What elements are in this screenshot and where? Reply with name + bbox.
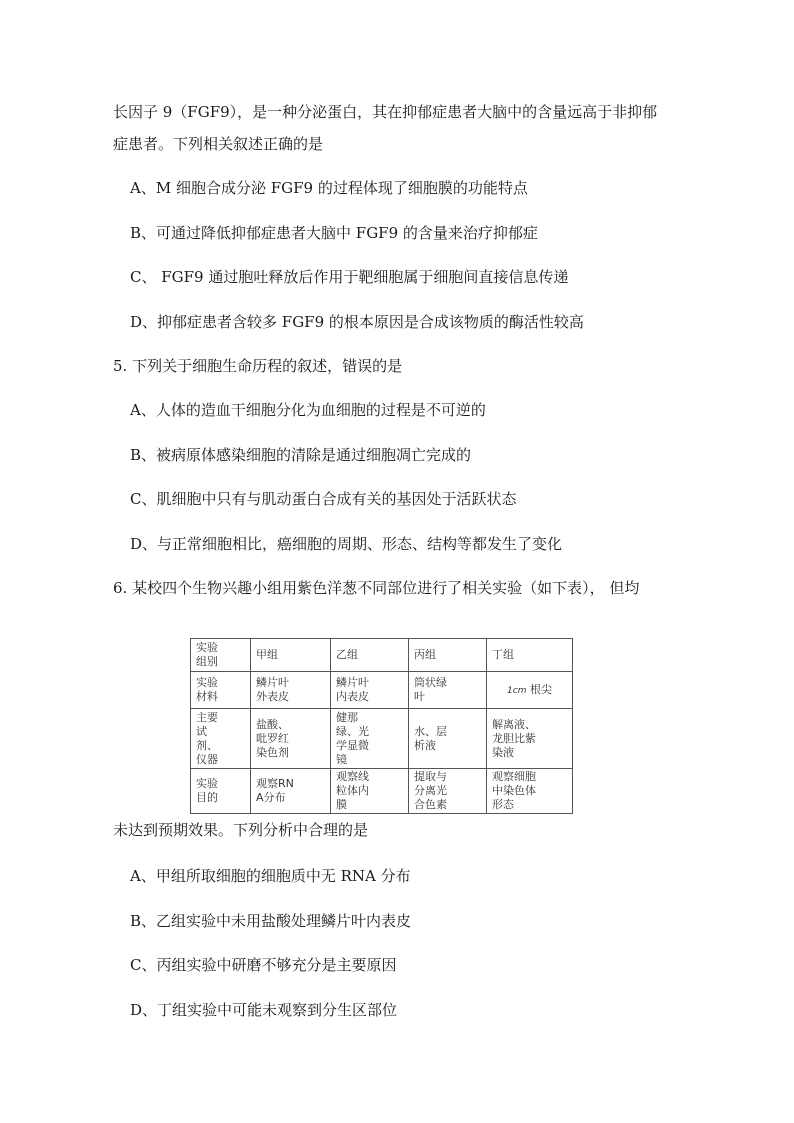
table-row <box>191 639 573 672</box>
table-cell: 实验 组别 <box>191 639 251 672</box>
table-cell: 乙组 <box>331 639 409 672</box>
table-cell: 盐酸、 吡罗红 染色剂 <box>251 709 331 769</box>
q6-stem-continuation: 未达到预期效果。下列分析中合理的是 <box>113 821 369 839</box>
question-continuation-line-1: 长因子 9（FGF9），是一种分泌蛋白，其在抑郁症患者大脑中的含量远高于非抑郁 <box>113 103 658 121</box>
table-cell: 观察线 粒体内 膜 <box>331 769 409 814</box>
q5-option-b: B、被病原体感染细胞的清除是通过细胞凋亡完成的 <box>130 446 472 464</box>
table-cell: 实验 目的 <box>191 769 251 814</box>
q5-option-c: C、肌细胞中只有与肌动蛋白合成有关的基因处于活跃状态 <box>130 490 517 508</box>
table-cell: 主要 试 剂、 仪器 <box>191 709 251 769</box>
q6-option-d: D、丁组实验中可能未观察到分生区部位 <box>130 1001 398 1019</box>
q4-option-a: A、M 细胞合成分泌 FGF9 的过程体现了细胞膜的功能特点 <box>130 179 528 197</box>
q6-option-c: C、丙组实验中研磨不够充分是主要原因 <box>130 956 397 974</box>
experiment-table <box>190 638 572 810</box>
table-cell: 健那 绿、光 学显微 镜 <box>331 709 409 769</box>
question-continuation-line-2: 症患者。下列相关叙述正确的是 <box>113 135 324 153</box>
q6-option-a: A、甲组所取细胞的细胞质中无 RNA 分布 <box>130 867 411 885</box>
table-cell: 鳞片叶 内表皮 <box>331 672 409 709</box>
q4-option-d: D、抑郁症患者含较多 FGF9 的根本原因是合成该物质的酶活性较高 <box>130 313 584 331</box>
table-cell: 水、层 析液 <box>409 709 487 769</box>
q6-stem: 6. 某校四个生物兴趣小组用紫色洋葱不同部位进行了相关实验（如下表）， 但均 <box>113 579 640 597</box>
q5-option-a: A、人体的造血干细胞分化为血细胞的过程是不可逆的 <box>130 401 486 419</box>
table-cell: 实验 材料 <box>191 672 251 709</box>
table-cell: 丁组 <box>487 639 573 672</box>
q4-option-c: C、 FGF9 通过胞吐释放后作用于靶细胞属于细胞间直接信息传递 <box>130 268 569 286</box>
q5-stem: 5. 下列关于细胞生命历程的叙述，错误的是 <box>113 357 403 375</box>
table-cell: 观察RN A分布 <box>251 769 331 814</box>
unit-label: 1cm <box>507 685 527 696</box>
table-row <box>191 709 573 769</box>
table-cell: 观察细胞 中染色体 形态 <box>487 769 573 814</box>
table-cell: 解离液、 龙胆比紫 染液 <box>487 709 573 769</box>
table-cell: 筒状绿 叶 <box>409 672 487 709</box>
q4-option-b: B、可通过降低抑郁症患者大脑中 FGF9 的含量来治疗抑郁症 <box>130 224 538 242</box>
table-cell: 丙组 <box>409 639 487 672</box>
q6-option-b: B、乙组实验中未用盐酸处理鳞片叶内表皮 <box>130 912 412 930</box>
table-row <box>191 672 573 709</box>
table-cell <box>487 672 573 709</box>
experiment-table-grid <box>190 638 573 814</box>
table-cell: 甲组 <box>251 639 331 672</box>
table-cell: 提取与 分离光 合色素 <box>409 769 487 814</box>
table-cell: 鳞片叶 外表皮 <box>251 672 331 709</box>
cell-text: 根尖 <box>526 682 552 696</box>
table-row <box>191 769 573 814</box>
q5-option-d: D、与正常细胞相比，癌细胞的周期、形态、结构等都发生了变化 <box>130 535 563 553</box>
